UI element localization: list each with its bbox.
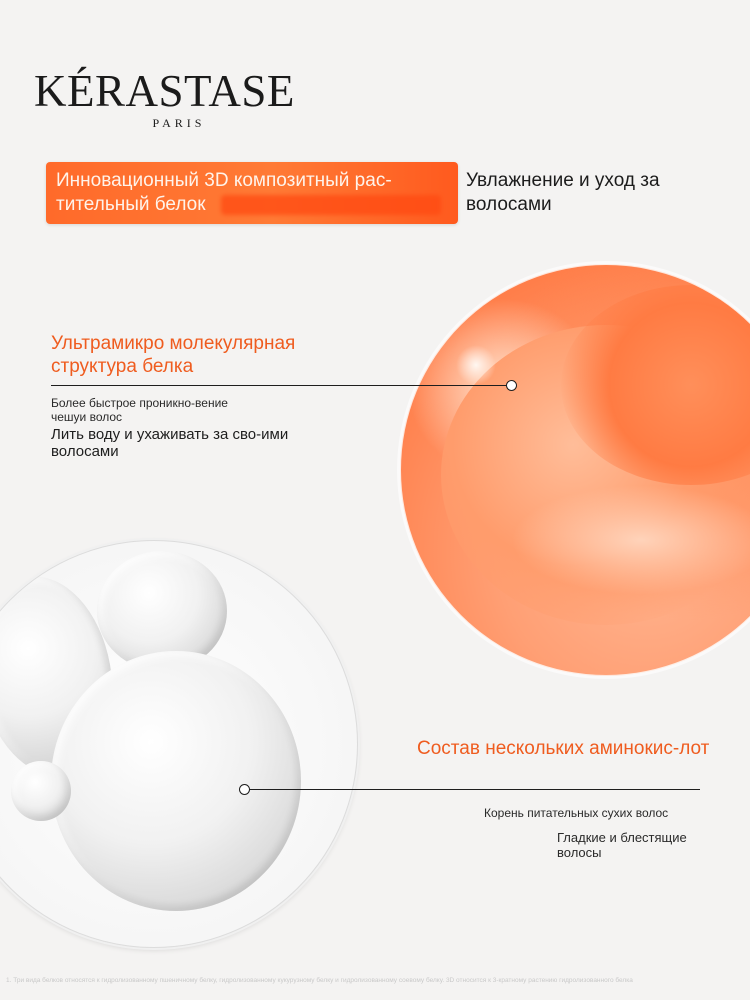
banner-text: Инновационный 3D композитный рас-тительный белок	[56, 170, 392, 215]
drop-3	[51, 651, 301, 911]
brand-name: KÉRASTASE	[34, 66, 295, 116]
white-drops-image	[0, 540, 358, 948]
section1-text: Лить воду и ухаживать за сво-ими волосами	[51, 426, 289, 460]
footnote: 1. Три вида белков относятся к гидролизованному пшеничному белку, гидролизованному кукурузному белку и гидролизованному соевому белку. 3D относится к 3-кратному растению гидролизованного белка	[6, 977, 633, 984]
section1-pointer-line	[51, 385, 508, 386]
section2-pointer-line	[248, 789, 700, 790]
section2-pointer-dot	[239, 784, 250, 795]
feature-banner	[46, 162, 458, 224]
section1-pointer-dot	[506, 380, 517, 391]
section1-note: Более быстрое проникно-вение чешуи волос	[51, 396, 228, 424]
orange-protein-image	[400, 264, 750, 676]
section2-text: Гладкие и блестящие волосы	[557, 830, 687, 860]
section2-note: Корень питательных сухих волос	[484, 806, 669, 820]
section1-heading: Ультрамикро молекулярная структура белка	[51, 333, 296, 377]
drop-4	[11, 761, 71, 821]
brand-logo	[34, 66, 295, 131]
orange-highlight	[456, 345, 496, 385]
brand-city: PARIS	[152, 116, 206, 130]
side-title: Увлажнение и уход за волосами	[466, 170, 660, 215]
section2-heading: Состав нескольких аминокис-лот	[417, 738, 710, 759]
